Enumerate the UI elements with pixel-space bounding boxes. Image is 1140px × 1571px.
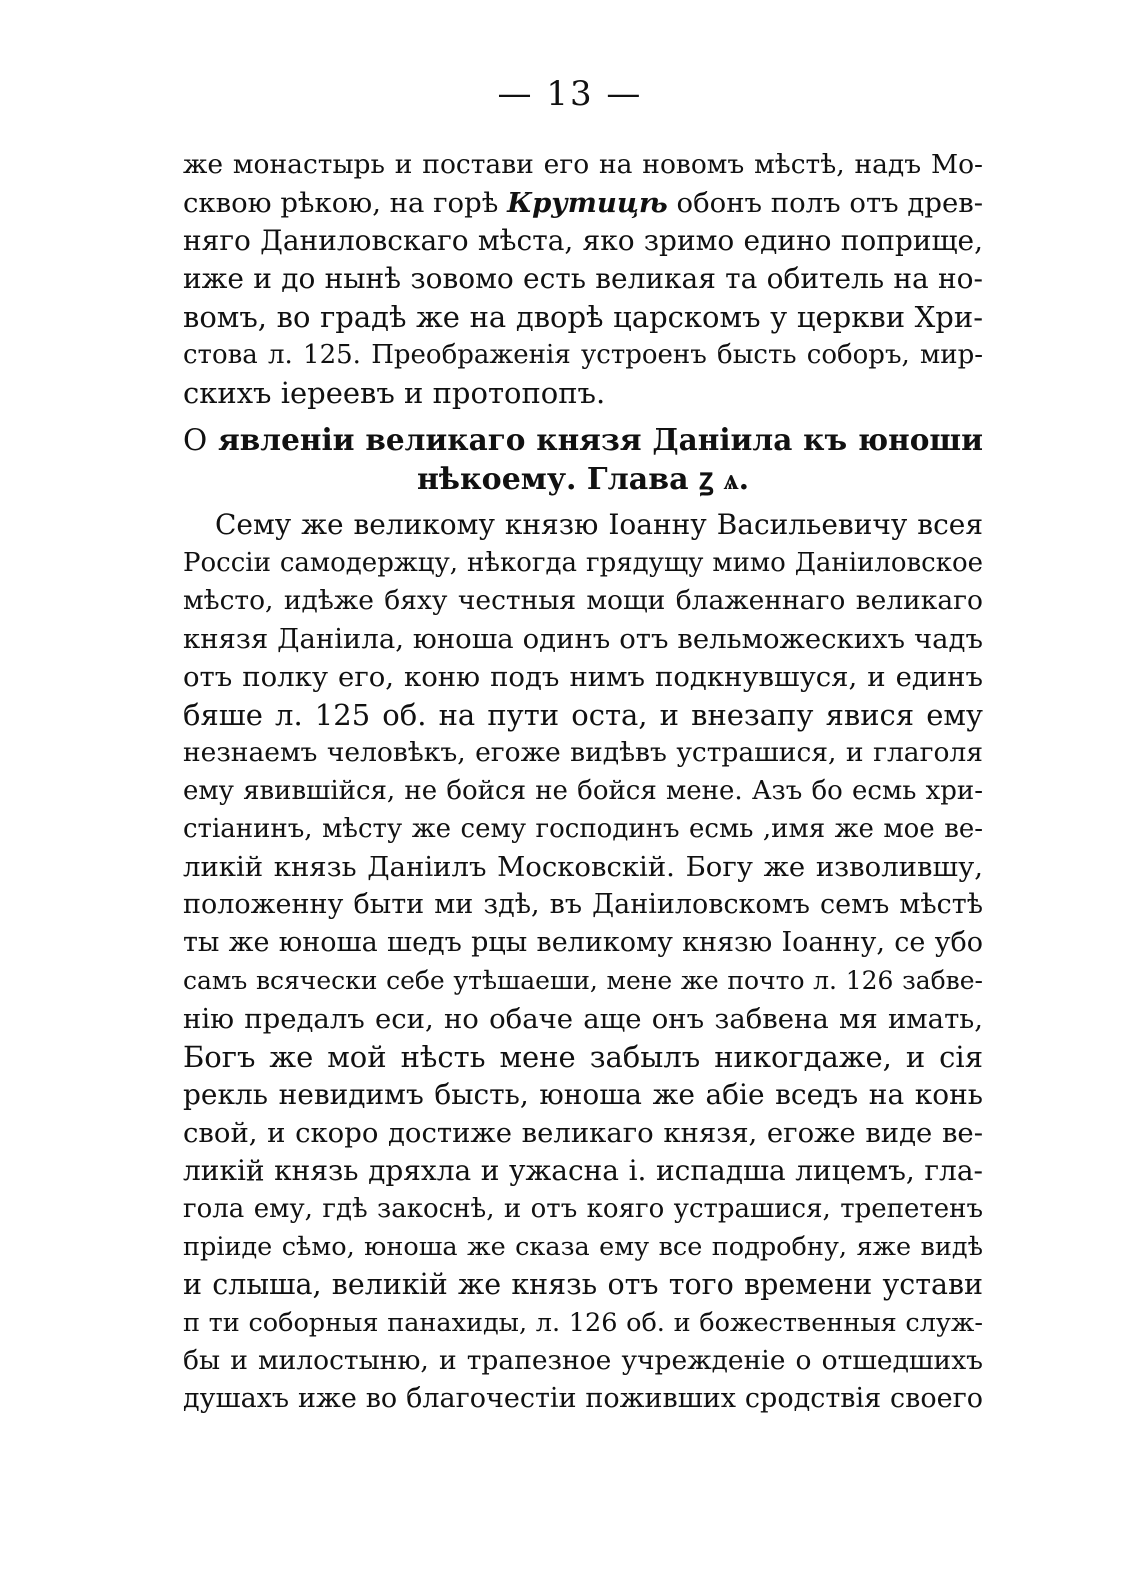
text-line: положенну быти ми здѣ, въ Даніиловскомъ семъ мѣстѣ: [183, 889, 983, 920]
text-line: бы и милостыню, и трапезное учрежденіе о отшедшихъ: [183, 1345, 983, 1376]
text-line: стіанинъ, мѣсту же сему господинъ есмь ,имя же мое ве-: [183, 814, 983, 844]
text-line: п ти соборныя панахиды, л. 126 об. и божественныя служ-: [183, 1308, 983, 1338]
text-line: свой, и скоро достиже великаго князя, егоже виде ве-: [183, 1117, 983, 1149]
text-line: душахъ иже во благочестіи поживших сродствія своего: [183, 1383, 983, 1414]
text-line: вомъ, во градѣ же на дворѣ царскомъ у церкви Хри-: [183, 300, 983, 334]
heading-line: О явленіи великаго князя Даніила къ юноши: [183, 422, 983, 457]
text-line: скихъ іереевъ и протопопъ.: [183, 376, 606, 410]
text-line: Сему же великому князю Іоанну Васильевичу всея: [215, 508, 983, 541]
text-line: отъ полку его, коню подъ нимъ подкнувшуся, и единъ: [183, 661, 983, 693]
text-line: стова л. 125. Преображенія устроенъ бысть соборъ, мир-: [183, 340, 983, 370]
text-line: ликій князь дряхла и ужасна і. испадша лицемъ, гла-: [183, 1154, 983, 1187]
text-line: сквою рѣкою, на горѣ Крутицѣ обонъ полъ отъ древ-: [183, 187, 983, 219]
text-line: самъ всячески себе утѣшаеши, мене же почто л. 126 забве-: [183, 966, 983, 995]
text-line: князя Даніила, юноша одинъ отъ вельможескихъ чадъ: [183, 623, 983, 655]
text-line: ты же юноша шедъ рцы великому князю Іоанну, се убо: [183, 927, 983, 958]
text-line: няго Даниловскаго мѣста, яко зримо едино поприще,: [183, 224, 983, 257]
text-line: и слыша, великій же князь отъ того времени устави: [183, 1268, 983, 1301]
text-line: гола ему, гдѣ закоснѣ, и отъ кояго устрашися, трепетенъ: [183, 1194, 983, 1224]
text-line: рекль невидимъ бысть, юноша же абіе вседъ на конь: [183, 1078, 983, 1111]
text-line: мѣсто, идѣже бяху честныя мощи блаженнаго великаго: [183, 585, 983, 616]
text-line: Россіи самодержцу, нѣкогда грядущу мимо Даніиловское: [183, 548, 983, 578]
text-line: бяше л. 125 об. на пути оста, и внезапу явися ему: [183, 698, 983, 732]
text-line: ему явившійся, не бойся не бойся мене. Азъ бо есмь хри-: [183, 776, 983, 806]
heading-line: нѣкоему. Глава ꙁ ѧ.: [416, 462, 750, 497]
text-line: же монастырь и постави его на новомъ мѣстѣ, надъ Мо-: [183, 149, 983, 180]
text-line: незнаемъ человѣкъ, егоже видѣвъ устрашися, и глаголя: [183, 737, 983, 768]
text-line: пріиде сѣмо, юноша же сказа ему все подробну, яже видѣ: [183, 1232, 983, 1262]
text-line: нію предалъ еси, но обаче аще онъ забвена мя имать,: [183, 1003, 983, 1035]
text-line: Богъ же мой нѣсть мене забылъ никогдаже, и сія: [183, 1040, 983, 1074]
text-line: иже и до нынѣ зовомо есть великая та обитель на но-: [183, 262, 983, 295]
page-number: — 13 —: [497, 74, 643, 114]
place-name-italic: Крутицѣ: [507, 187, 668, 219]
text-line: ликій князь Даніилъ Московскій. Богу же изволившу,: [183, 851, 983, 883]
